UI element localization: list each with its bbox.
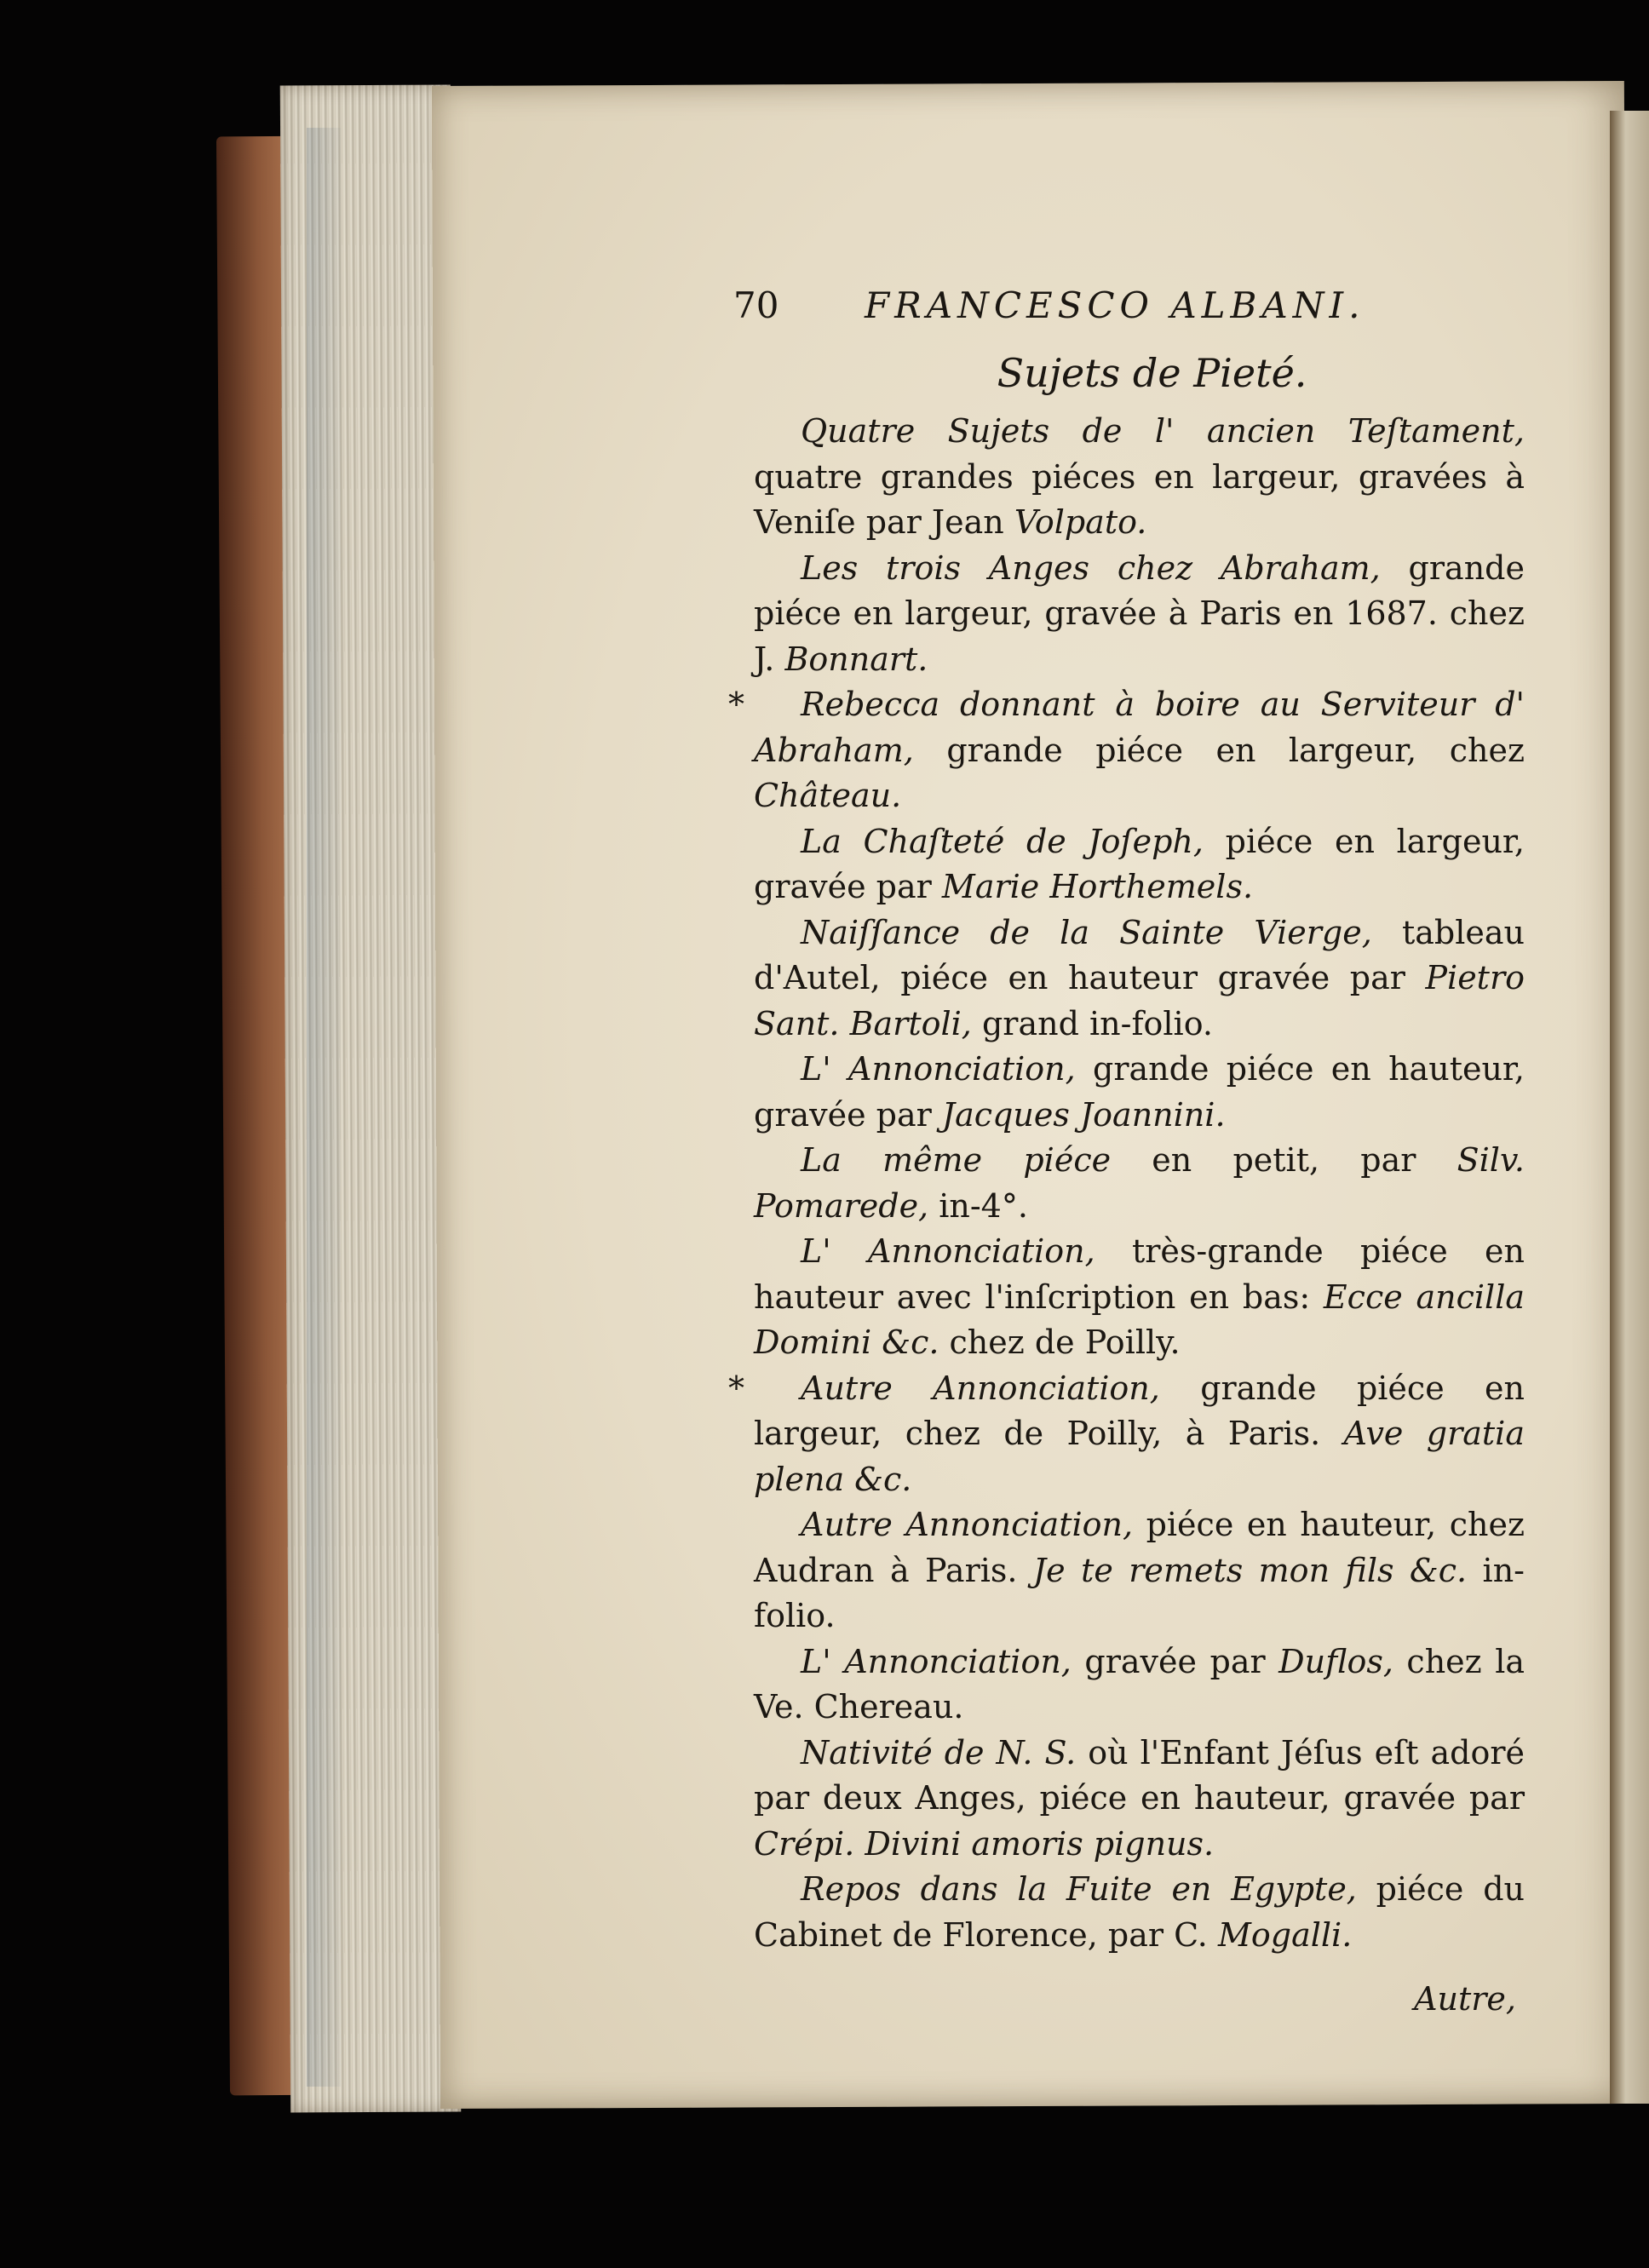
asterisk-mark: * xyxy=(728,686,744,723)
entry-6: L' Annonciation, grande piéce en hauteur, gravée par Jacques Joannini. xyxy=(754,1050,1525,1134)
entry-2: Les trois Anges chez Abraham, grande piéce en largeur, gravée à Paris en 1687. chez J. Bonnart. xyxy=(754,548,1525,678)
entry-13: Repos dans la Fuite en Egypte, piéce du Cabinet de Florence, par C. Mogalli. xyxy=(754,1870,1525,1954)
facing-page-edge xyxy=(1610,111,1649,2104)
entry-5: Naiſſance de la Sainte Vierge, tableau d'Autel, piéce en hauteur gravée par Pietro Sant. Bartoli, grand in-folio. xyxy=(754,913,1525,1042)
page-text-block xyxy=(728,283,1525,2023)
entry-10: Autre Annonciation, piéce en hauteur, chez Audran à Paris. Je te remets mon fils &c. in-folio. xyxy=(754,1506,1525,1634)
entry-3: * Rebecca donnant à boire au Serviteur d' Abraham, grande piéce en largeur, chez Château. xyxy=(754,682,1525,819)
page-number: 70 xyxy=(733,284,779,326)
catchword: Autre, xyxy=(1414,1980,1516,2018)
asterisk-mark: * xyxy=(728,1369,744,1407)
entry-11: L' Annonciation, gravée par Duflos, chez la Ve. Chereau. xyxy=(754,1642,1525,1725)
entry-8: L' Annonciation, très-grande piéce en hauteur avec l'inſcription en bas: Ecce ancilla Domini &c. chez de Poilly. xyxy=(754,1232,1525,1361)
entry-7: La même piéce en petit, par Silv. Pomarede, in-4°. xyxy=(754,1141,1525,1225)
page-edge-shadow xyxy=(307,128,341,2087)
entry-9: * Autre Annonciation, grande piéce en largeur, chez de Poilly, à Paris. Ave gratia plena &c. xyxy=(754,1366,1525,1503)
section-title: Sujets de Pieté. xyxy=(997,350,1307,396)
running-header xyxy=(733,283,1525,334)
entry-1: Quatre Sujets de l' ancien Teſtament, quatre grandes piéces en largeur, gravées à Veniſe par Jean Volpato. xyxy=(754,412,1525,541)
entry-list xyxy=(728,409,1525,1958)
running-title: FRANCESCO ALBANI. xyxy=(865,284,1365,326)
entry-12: Nativité de N. S. où l'Enfant Jéſus eſt adoré par deux Anges, piéce en hauteur, gravée par Crépi. Divini amoris pignus. xyxy=(754,1733,1525,1863)
entry-4: La Chaſteté de Joſeph, piéce en largeur, gravée par Marie Horthemels. xyxy=(754,822,1525,905)
